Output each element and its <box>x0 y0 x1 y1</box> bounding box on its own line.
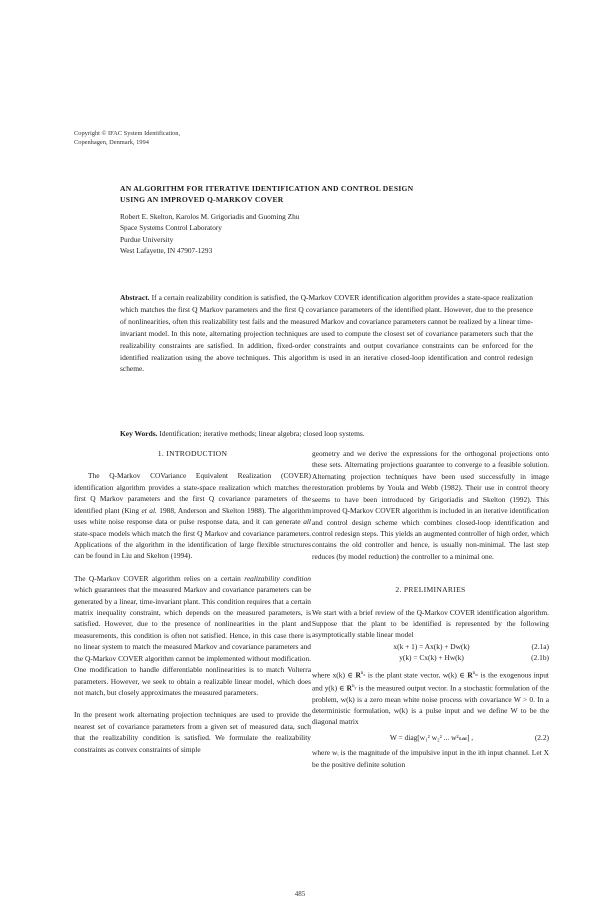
real-space-symbol: R <box>467 670 473 680</box>
equation-2-1a-number: (2.1a) <box>531 641 549 651</box>
author-block <box>120 211 299 257</box>
intro-p1-text-b: 1988, Anderson and Skelton 1988). The algorithm uses white noise response data or pulse response data, and it can generate <box>74 505 312 527</box>
keywords-label: Key Words. <box>120 429 158 438</box>
author-names: Robert E. Skelton, Karolos M. Grigoriadis and Guoming Zhu <box>120 212 300 221</box>
paper-title <box>120 183 520 205</box>
author-university: Purdue University <box>120 234 174 244</box>
intro-p2-text-a: The Q-Markov COVER algorithm relies on a certain <box>74 573 245 583</box>
prelim-p2-text-a: where x(k) ∈ <box>312 670 356 680</box>
equation-2-1a-body: x(k + 1) = Ax(k) + Dw(k) <box>393 641 470 651</box>
copyright-notice <box>74 130 180 147</box>
equation-2-1b <box>312 652 549 663</box>
state-dim-sup: n <box>360 670 364 676</box>
prelim-p2-text-d: is the measured output vector. In a stochastic formulation of the problem, w(k) is a zero mean white noise process with covariance W > 0. In a deterministic formulation, w(k) is a pulse input and we define W to be the diagonal matrix <box>312 683 549 727</box>
intro-p2-text-b: which guarantees that the measured Markov and covariance parameters can be generated by a linear, time-invariant plant. This condition requires that a certain matrix inequality constraint, which depends on the measured parameters, is satisfied. However, due to the presence of nonlinearities in the plant and measurements, this condition is often not satisfied. Hence, in this case there is no linear system to match the measured Markov and covariance parameters and the Q-Markov COVER algorithm cannot be implemented without modification. One modification to handle differentiable nonlinearities is to match Volterra parameters. However, we seek to obtain a realizable linear model, which does not match, but closely approximates the measured parameters. <box>74 585 311 698</box>
copyright-line-1: Copyright © IFAC System Identification, <box>74 130 181 137</box>
equation-2-1b-body: y(k) = Cx(k) + Hw(k) <box>399 653 464 663</box>
keywords <box>120 428 540 439</box>
equation-2-1b-number: (2.1b) <box>531 653 549 663</box>
real-space-symbol: R <box>355 670 361 680</box>
author-address: West Lafayette, IN 47907-1293 <box>120 246 213 256</box>
abstract-label: Abstract. <box>120 293 150 302</box>
abstract-text: If a certain realizability condition is satisfied, the Q-Markov COVER identification algorithm provides a state-space realization which matches the first Q Markov parameters and the first Q covariance parameters of the identified plant. However, due to the presence of nonlinearities, often this realizability test fails and the measured Markov and covariance parameters cannot be realized by a linear time-invariant model. In this note, alternating projection techniques are used to compute the closest set of covariance parameters such that the realizability constraints are satisfied. In addition, fixed-order constraints and output covariance constraints can be enforced for the identified realization using the above techniques. This algorithm is used in an iterative closed-loop identification and control redesign scheme. <box>120 293 534 374</box>
section-heading-preliminaries: 2. PRELIMINARIES <box>395 585 466 595</box>
state-dim-sub: x <box>363 671 366 677</box>
prelim-paragraph-2 <box>312 668 549 728</box>
left-column <box>74 448 311 755</box>
equation-2-2-number: (2.2) <box>534 732 549 742</box>
copyright-line-2: Copenhagen, Denmark, 1994 <box>74 138 149 146</box>
intro-p2-realizability: realizability condition <box>244 573 311 583</box>
equation-2-2-body: W = diag[w₁² w₂² ... w²ₙ𝓌] , <box>389 732 474 742</box>
title-line-2: USING AN IMPROVED Q-MARKOV COVER <box>120 195 284 204</box>
prelim-p2-text-c: is the exogenous input and y(k) ∈ <box>312 670 549 693</box>
intro-p1-et-al: et al. <box>141 505 157 515</box>
right-column <box>312 448 549 770</box>
input-dim-sub: w <box>475 671 479 677</box>
prelim-paragraph-3: where wᵢ is the magnitude of the impulsive input in the ith input channel. Let X be the positive definite solution <box>312 748 549 769</box>
intro-p1-all: all <box>303 517 311 527</box>
output-dim-sup: n <box>352 683 355 689</box>
equation-2-2 <box>312 732 549 743</box>
intro-paragraph-2 <box>74 573 311 699</box>
intro-p1-text-c: state-space models which match the first Q Markov and covariance parameters. Applications of the algorithm in the identification of large flexible structures can be found in Liu and Skelton (1994). <box>74 528 311 561</box>
intro-p1-text-a: The Q-Markov COVariance Equivalent Realization (COVER) identification algorithm provides a state-space realization which matches the first Q Markov parameters and the first Q covariance parameters of the identified plant (King <box>74 471 311 515</box>
intro-paragraph-3: In the present work alternating projection techniques are used to provide the nearest set of covariance parameters from a given set of measured data, such that the realizability condition is satisfied. We formulate the realizability constraints as convex constraints of simple <box>74 710 311 754</box>
equation-2-1a <box>312 641 549 652</box>
author-lab: Space Systems Control Laboratory <box>120 223 222 233</box>
output-dim-sub: y <box>354 684 357 690</box>
prelim-p2-text-b: is the plant state vector, w(k) ∈ <box>365 670 468 680</box>
title-line-1: AN ALGORITHM FOR ITERATIVE IDENTIFICATION AND CONTROL DESIGN <box>120 184 414 193</box>
intro-paragraph-4: geometry and we derive the expressions for the orthogonal projections onto these sets. Alternating projections guarantee to converge to a feasible solution. Alternating projection techniques have been used successfully in image restoration problems by Youla and Webb (1982). Their use in control theory seems to have been introduced by Grigoriadis and Skelton (1992). This improved Q-Markov COVER algorithm is included in an iterative identification and control design scheme which combines closed-loop identification and control redesign steps. This yields an augmented controller of high order, which contains the old controller and hence, is usually non-minimal. The last step reduces (by model reduction) the controller to a minimal one. <box>312 449 549 561</box>
real-space-symbol: R <box>346 683 353 693</box>
keywords-text: Identification; iterative methods; linear algebra; closed loop systems. <box>159 429 365 438</box>
intro-paragraph-1 <box>74 470 311 561</box>
page-number: 485 <box>294 890 306 898</box>
prelim-paragraph-1: We start with a brief review of the Q-Markov COVER identification algorithm. Suppose that the plant to be identified is represented by the following asymptotically stable linear model <box>312 607 549 640</box>
input-dim-sup: n <box>472 670 476 676</box>
abstract <box>120 292 533 375</box>
section-heading-introduction: 1. INTRODUCTION <box>157 449 228 458</box>
